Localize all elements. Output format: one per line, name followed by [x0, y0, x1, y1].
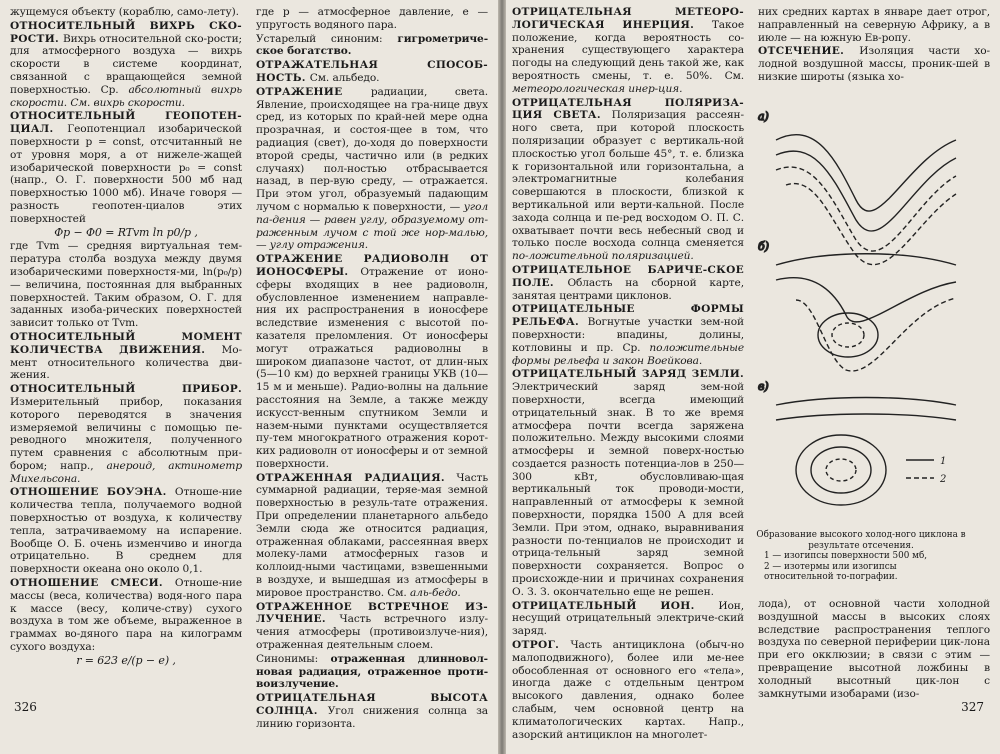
- right-page: [506, 0, 1000, 754]
- entry-text: Изоляция части хо-лодной воздушной массы, проник-шей в низкие широты (языка хо-: [758, 45, 991, 83]
- caption-title: Образование высокого холод-ного циклона в результате отсечения.: [756, 530, 966, 551]
- entry-text: Синонимы:: [256, 652, 331, 665]
- entry-headword: ОТНОСИТЕЛЬНЫЙ ВИХРЬ СКО-РОСТИ.: [10, 19, 242, 45]
- formula: Φp − Φ0 = RTvm ln p0/p ,: [54, 225, 198, 239]
- dictionary-entry: [758, 598, 990, 700]
- right-column-1: [512, 6, 744, 742]
- entry-headword: ОТРИЦАТЕЛЬНЫЕ ФОРМЫ РЕЛЬЕФА.: [512, 303, 744, 329]
- dictionary-entry: [256, 253, 488, 471]
- isotherm-a1: [776, 167, 956, 251]
- dictionary-entry: [512, 600, 744, 638]
- entry-crossref: анероид, актинометр Михельсона.: [10, 459, 243, 485]
- entry-text: Отражение от ионо-сферы входящих в нее радиоволн, обусловленное изменением направле-ния их распространения в ионосфере вследствие изменения с высотой по-казателя преломления. От ионосферы могут отражаться радиоволны в широком диапазоне частот, от длин-ных (5—10 км) до верхней границы УКВ (10—15 м и меньше). Радио-волны на дальние расстояния на Земле, а также между искусст-венным спутником Земли и назем-ными пунктами осуществляется пу-тем многократного отражения корот-ких радиоволн от ионосферы и от земной поверхности.: [256, 265, 488, 470]
- entry-crossref: угол па-дения — равен углу, образуемому от-раженным лучом с той же нор-малью, — углу отражения.: [256, 200, 488, 252]
- left-page: [0, 0, 498, 754]
- entry-headword: ОТСЕЧЕНИЕ.: [758, 45, 860, 58]
- entry-crossref: по-ложительной поляризацией.: [512, 250, 694, 263]
- closed-isohypse-c1: [796, 435, 886, 505]
- entry-headword: ОТРИЦАТЕЛЬНЫЙ ИОН.: [512, 599, 719, 612]
- dictionary-entry: [10, 6, 242, 19]
- entry-text: Поляризация рассеян-ного света, при которой плоскость поляризации образует с вертикаль-ной плоскостью угол больше 45°, т. е. близка к горизонтальной или горизонтальна, а электромагнитные колебания совершаются в плоскости, близкой к вертикальной или верти-кальной. После захода солнца и пе-ред восходом О. П. С. охватывает почти весь небесный свод и только после восхода солнца сменяется: [512, 109, 744, 250]
- dictionary-entry: [512, 6, 744, 96]
- entry-text: Часть суммарной радиации, теряе-мая земной поверхностью в резуль-тате отражения. При определении планетарного альбедо Земли сюда же относится радиация, отраженная облаками, рассеянная вверх молеку-лами атмосферных газов и коллоид-ными частицами, взвешенными в воздухе, и вышедшая из атмосферы в мировое пространство. См.: [256, 471, 488, 599]
- formula: r = 623 e/(p − e) ,: [76, 653, 176, 667]
- isohypse-c2: [776, 414, 956, 420]
- closed-isohypse-b: [818, 313, 878, 357]
- dictionary-entry: [256, 601, 488, 652]
- dictionary-entry: [256, 653, 488, 691]
- dictionary-entry: [512, 639, 744, 741]
- entry-text: Геопотенциал изобарической поверхности p = const, отсчитанный не от уровня моря, а от нижеле-жащей изобарической поверхности p₀ = const (напр., О. Г. поверхности 500 мб над поверхностью 1000 мб). Иначе говоря — разность геопотен-циалов этих поверхностей: [10, 123, 243, 225]
- caption-line-2: 2 — изотермы или изогипсы относительной то-пографии.: [764, 561, 898, 583]
- figure-cut-off-cyclone: [756, 100, 966, 583]
- entry-headword: ОТНОСИТЕЛЬНЫЙ МОМЕНТ КОЛИЧЕСТВА ДВИЖЕНИЯ.: [10, 330, 242, 356]
- entry-headword: ОТНОСИТЕЛЬНЫЙ ГЕОПОТЕН-ЦИАЛ.: [10, 110, 242, 136]
- entry-text: Часть антициклона (обыч-но малоподвижного), более или ме-нее обособленная от основного его «тела», иногда даже с отдельным центром высокого давления, однако более слабым, чем основной центр на климатологических картах. Напр., азорский антициклон на многолет-: [512, 639, 744, 741]
- entry-headword: ОТРАЖЕННОЕ ВСТРЕЧНОЕ ИЗ-ЛУЧЕНИЕ.: [256, 600, 488, 626]
- dictionary-entry: [10, 110, 242, 225]
- left-column-2: [256, 6, 488, 732]
- entry-text: Отноше-ние массы (веса, количества) водя-ного пара к массе (весу, количе-ству) сухого воздуха в том же объеме, выраженное в граммах во-дяного пара на килограмм сухого воздуха:: [10, 577, 242, 654]
- entry-headword: ОТРИЦАТЕЛЬНАЯ МЕТЕОРО-ЛОГИЧЕСКАЯ ИНЕРЦИЯ.: [512, 6, 744, 31]
- isohypse-b2: [776, 278, 956, 322]
- entry-text: Устарелый синоним:: [256, 32, 398, 45]
- dictionary-entry: [10, 577, 242, 654]
- entry-headword: ОТНОШЕНИЕ СМЕСИ.: [10, 577, 175, 590]
- left-column-1: [10, 6, 242, 669]
- dictionary-entry: [256, 86, 488, 252]
- entry-headword: ОТРИЦАТЕЛЬНАЯ ВЫСОТА СОЛНЦА.: [256, 692, 488, 718]
- closed-isotherm-c: [826, 459, 856, 481]
- dictionary-entry: [758, 6, 990, 44]
- book-gutter: [498, 0, 506, 754]
- entry-text: Вогнутые участки зем-ной поверхности: впадины, долины, котловины и пр. Ср.: [512, 316, 744, 354]
- figure-caption: [756, 530, 966, 583]
- entry-crossref: метеорологическая инер-ция.: [512, 82, 683, 95]
- isohypse-a1: [776, 135, 956, 211]
- entry-text: радиации, света. Явление, происходящее на гра-нице двух сред, из которых по край-ней мере одна прозрачная, и состоя-щее в том, что радиация (свет), до-ходя до поверхности второй среды, частично или (в редких случаях) пол-ностью отбрасывается назад, в пер-вую среду, — отражается. При этом угол, образуемый падающим лучом с нормалью к поверхности, —: [256, 85, 488, 213]
- entry-text: Часть встречного излу-чения атмосферы (противоизлуче-ния), отраженная деятельным слоем.: [256, 613, 488, 652]
- isohypse-b1: [776, 254, 956, 265]
- entry-headword: ОТРИЦАТЕЛЬНОЕ БАРИЧЕ-СКОЕ ПОЛЕ.: [512, 263, 744, 289]
- right-column-2-top: [758, 6, 990, 85]
- dictionary-entry: [758, 45, 990, 83]
- entry-headword: ОТНОШЕНИЕ БОУЭНА.: [10, 486, 175, 499]
- dictionary-entry: [512, 264, 744, 302]
- entry-crossref: аль-бедо.: [409, 586, 461, 599]
- dictionary-entry: [256, 59, 488, 85]
- dictionary-entry: [512, 303, 744, 367]
- closed-isotherm-b: [832, 323, 864, 347]
- entry-text: Электрический заряд зем-ной поверхности, всегда имеющий отрицательный знак. В то же время атмосфера почти всегда заряжена положительно. Между высокими слоями атмосферы и земной поверх-ностью создается разность потенциа-лов в 250—300 кВт, обусловливаю-щая вертикальный ток проводи-мости, направленный от атмосферы к земной поверхности, порядка 1500 А для всей Земли. При этом, однако, выравнивания разности по-тенциалов не происходит и отрица-тельный заряд земной поверхности сохраняется. Вопрос о происхожде-нии и причинах сохранения О. З. З. окончательно еще не решен.: [512, 381, 744, 598]
- panel-c-label: в): [758, 380, 769, 393]
- entry-crossref: положительные формы рельефа и закон Воейкова.: [512, 341, 744, 367]
- entry-text: Область на сборной карте, занятая центрами циклонов.: [512, 276, 744, 302]
- entry-headword: ОТНОСИТЕЛЬНЫЙ ПРИБОР.: [10, 383, 242, 396]
- entry-text: них средних картах в январе дает отрог, направленный на северную Африку, а в июле — на южную Ев-ропу.: [758, 6, 990, 44]
- dictionary-entry: [10, 486, 242, 576]
- entry-headword: ОТРОГ.: [512, 639, 571, 652]
- entry-text: где p — атмосферное давление, e — упругость водяного пара.: [256, 6, 488, 31]
- isotherm-a2: [786, 184, 956, 265]
- entry-text: где Tvm — средняя виртуальная тем-пература столба воздуха между двумя изобарическими поверхностя-ми, ln(p₀/p) — величина, постоянная для выбранных поверхностей. Таким образом, О. Г. для заданных изоба-рических поверхностей зависит только от Tvm.: [10, 240, 242, 330]
- dictionary-entry: [256, 6, 488, 32]
- right-column-2-bottom: [758, 598, 990, 701]
- legend-label-2: 2: [940, 474, 947, 485]
- dictionary-entry: [10, 240, 242, 330]
- closed-isohypse-c2: [811, 447, 871, 493]
- entry-text: Такое положение, когда вероятность со-хранения существующего характера погоды на следующий день такой же, как вероятность смены, т. е. 50%. См.: [512, 18, 744, 82]
- dictionary-entry: [10, 20, 242, 110]
- entry-text: Ион, несущий отрицательный электриче-ский заряд.: [512, 599, 744, 638]
- entry-headword: ОТРАЖЕННАЯ РАДИАЦИЯ.: [256, 471, 457, 484]
- dictionary-entry: [256, 692, 488, 730]
- panel-b-label: б): [758, 240, 770, 253]
- entry-text: Вихрь относительной ско-рости; для атмосферного воздуха — вихрь скорости в системе координат, связанной с вращающейся земной поверхностью. Ср.: [10, 32, 242, 96]
- isohypse-a2: [776, 151, 956, 231]
- entry-text: жущемуся объекту (кораблю, само-лету).: [10, 6, 239, 18]
- page-number-left: 326: [14, 700, 37, 714]
- page-number-right: 327: [961, 700, 984, 714]
- entry-synonym: гигрометриче-ское богатство.: [256, 32, 488, 58]
- entry-text: Отноше-ние количества тепла, получаемого водной поверхностью от воздуха, к количеству тепла, затрачиваемому на испарение. Вообще О. Б. очень изменчиво и иногда отрицательно. В среднем для поверхности океана оно около 0,1.: [10, 486, 242, 576]
- entry-headword: ОТРАЖЕНИЕ РАДИОВОЛН ОТ ИОНОСФЕРЫ.: [256, 253, 488, 278]
- entry-text: лода), от основной части холодной воздушной массы в высоких слоях вследствие распространения теплого воздуха по северной периферии цик-лона при его окклюзии; в связи с этим — превращение высотной ложбины в холодный высотный цик-лон с замкнутыми изобарами (изо-: [758, 598, 990, 700]
- entry-synonym: отраженная длинновол-новая радиация, отраженное проти-воизлучение.: [256, 652, 488, 691]
- figure-panels: [756, 100, 966, 520]
- panel-a-label: а): [758, 110, 769, 123]
- isotherm-b: [796, 298, 956, 371]
- entry-headword: ОТРИЦАТЕЛЬНЫЙ ЗАРЯД ЗЕМЛИ.: [512, 368, 744, 381]
- entry-text: Мо-мент относительного количества дви-жения.: [10, 343, 242, 382]
- dictionary-entry: [512, 368, 744, 598]
- dictionary-entry: [512, 97, 744, 263]
- entry-text: Измерительный прибор, показания которого переводятся в значения измеряемой величины с помощью пе-реводного множителя, полученного путем сравнения с абсолютным при-бором; напр.,: [10, 395, 242, 472]
- entry-text: Угол снижения солнца за линию горизонта.: [256, 705, 488, 730]
- entry-text: См. альбедо.: [309, 71, 380, 84]
- entry-headword: ОТРАЖАТЕЛЬНАЯ СПОСОБ-НОСТЬ.: [256, 59, 488, 84]
- caption-line-1: 1 — изогипсы поверхности 500 мб,: [764, 551, 928, 562]
- entry-crossref: абсолютный вихрь скорости. См. вихрь скорости.: [10, 83, 242, 109]
- dictionary-entry: [10, 331, 242, 382]
- legend-label-1: 1: [940, 456, 947, 467]
- dictionary-entry: [256, 472, 488, 600]
- entry-headword: ОТРАЖЕНИЕ: [256, 85, 371, 98]
- dictionary-entry: [10, 383, 242, 485]
- dictionary-entry: [256, 33, 488, 59]
- isohypse-c1: [776, 398, 956, 406]
- entry-headword: ОТРИЦАТЕЛЬНАЯ ПОЛЯРИЗА-ЦИЯ СВЕТА.: [512, 96, 744, 122]
